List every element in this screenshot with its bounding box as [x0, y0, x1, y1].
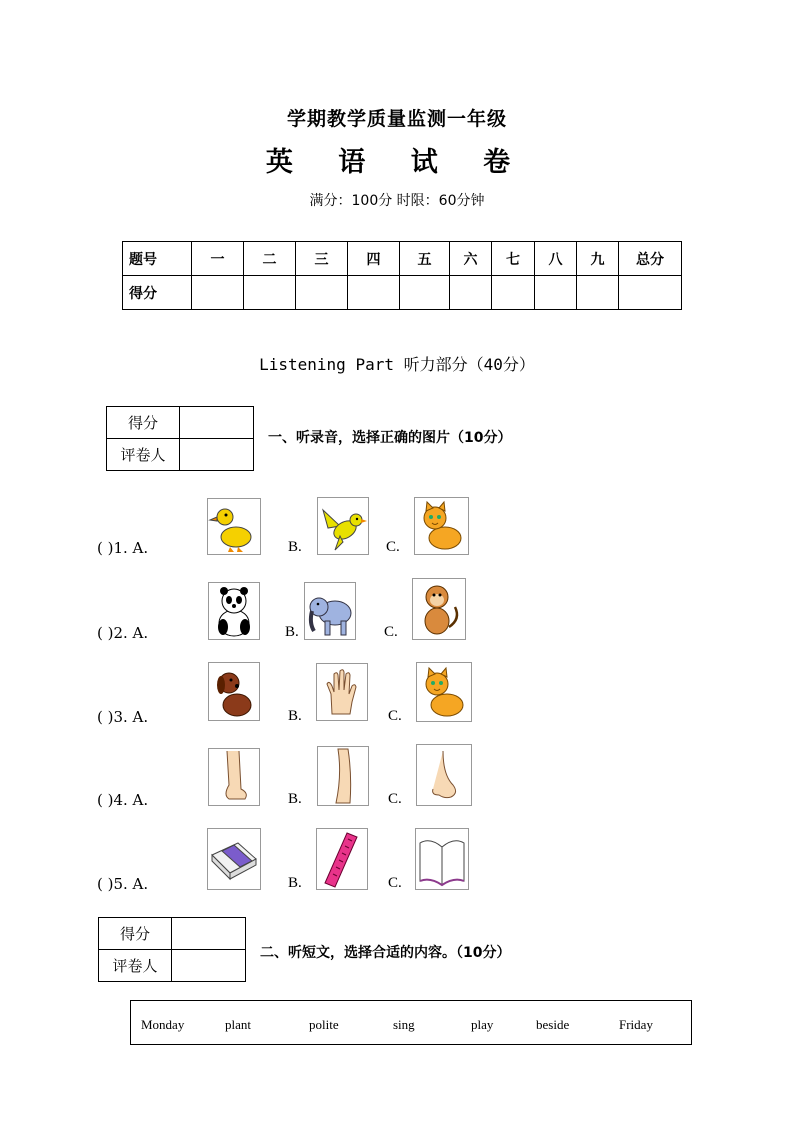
dog-icon — [209, 663, 259, 720]
duck-picture[interactable] — [207, 498, 261, 555]
table-header-cell: 九 — [577, 242, 619, 276]
duck-icon — [208, 499, 260, 554]
ruler-picture[interactable] — [316, 828, 368, 890]
panda-picture[interactable] — [208, 582, 260, 640]
table-header-cell: 三 — [296, 242, 348, 276]
elephant-icon — [305, 583, 355, 639]
book-icon — [416, 829, 468, 889]
ruler-icon — [317, 829, 367, 889]
grader-name-label: 评卷人 — [99, 950, 172, 982]
arm-picture[interactable] — [317, 746, 369, 806]
question-3-option-b: B. — [288, 708, 302, 724]
word-bank-item: polite — [309, 1017, 339, 1032]
word-bank-item: Friday — [619, 1017, 653, 1032]
score-cell[interactable] — [535, 276, 577, 310]
cat-icon — [417, 663, 471, 721]
grader-name-field[interactable] — [180, 439, 254, 471]
question-2-option-c: C. — [384, 624, 398, 640]
question-5-option-c: C. — [388, 875, 402, 891]
exam-title: 学期教学质量监测一年级 — [286, 108, 507, 130]
grader-score-field[interactable] — [180, 407, 254, 439]
elephant-picture[interactable] — [304, 582, 356, 640]
word-bank-item: play — [471, 1017, 494, 1032]
grader-score-field[interactable] — [172, 918, 246, 950]
grader-box — [98, 917, 246, 982]
grader-score-label: 得分 — [99, 918, 172, 950]
nose-icon — [417, 745, 471, 805]
cat-icon — [415, 498, 468, 554]
dog-picture[interactable] — [208, 662, 260, 721]
word-bank-item: Monday — [141, 1017, 185, 1032]
section2-title: 二、听短文，选择合适的内容。（10分） — [260, 945, 511, 961]
table-header-cell: 八 — [535, 242, 577, 276]
grader-box — [106, 406, 254, 471]
cat-picture[interactable] — [414, 497, 469, 555]
score-cell[interactable] — [492, 276, 535, 310]
table-header-cell: 一 — [192, 242, 244, 276]
foot-picture[interactable] — [208, 748, 260, 806]
table-header-cell: 四 — [348, 242, 400, 276]
score-cell[interactable] — [577, 276, 619, 310]
grader-name-field[interactable] — [172, 950, 246, 982]
foot-icon — [209, 749, 259, 805]
listening-part-title: Listening Part 听力部分（40分） — [259, 355, 535, 374]
table-header-cell: 题号 — [123, 242, 192, 276]
bird-picture[interactable] — [317, 497, 369, 555]
score-cell[interactable] — [296, 276, 348, 310]
table-header-cell: 五 — [400, 242, 450, 276]
score-cell[interactable] — [400, 276, 450, 310]
section1-title: 一、听录音，选择正确的图片（10分） — [268, 430, 512, 446]
table-header-cell: 七 — [492, 242, 535, 276]
word-bank-item: beside — [536, 1017, 570, 1032]
question-4-number: ( )4. A. — [97, 791, 149, 809]
bird-icon — [318, 498, 368, 554]
word-bank-item: sing — [393, 1017, 415, 1032]
word-bank-item: plant — [225, 1017, 251, 1032]
question-1-option-b: B. — [288, 539, 302, 555]
table-header-cell: 六 — [450, 242, 492, 276]
table-row — [123, 276, 682, 310]
panda-icon — [209, 583, 259, 639]
cat-picture[interactable] — [416, 662, 472, 722]
score-cell[interactable] — [192, 276, 244, 310]
hand-icon — [317, 664, 367, 720]
hand-picture[interactable] — [316, 663, 368, 721]
table-row — [123, 242, 682, 276]
exam-subject-title: 英 语 试 卷 — [265, 147, 529, 178]
question-3-option-c: C. — [388, 708, 402, 724]
question-5-number: ( )5. A. — [97, 875, 149, 893]
question-1-number: ( )1. A. — [97, 539, 149, 557]
score-cell[interactable] — [244, 276, 296, 310]
question-4-option-b: B. — [288, 791, 302, 807]
exam-info: 满分：100分 时限：60分钟 — [309, 193, 485, 209]
table-header-cell: 二 — [244, 242, 296, 276]
table-row-label: 得分 — [123, 276, 192, 310]
question-2-number: ( )2. A. — [97, 624, 149, 642]
book-picture[interactable] — [415, 828, 469, 890]
arm-icon — [318, 747, 368, 805]
grader-score-label: 得分 — [107, 407, 180, 439]
question-1-option-c: C. — [386, 539, 400, 555]
table-header-cell: 总分 — [619, 242, 682, 276]
question-3-number: ( )3. A. — [97, 708, 149, 726]
grader-name-label: 评卷人 — [107, 439, 180, 471]
question-5-option-b: B. — [288, 875, 302, 891]
eraser-picture[interactable] — [207, 828, 261, 890]
score-cell[interactable] — [348, 276, 400, 310]
nose-picture[interactable] — [416, 744, 472, 806]
question-4-option-c: C. — [388, 791, 402, 807]
score-summary-table — [122, 241, 682, 310]
word-bank — [130, 1000, 692, 1045]
monkey-picture[interactable] — [412, 578, 466, 640]
score-cell[interactable] — [450, 276, 492, 310]
monkey-icon — [413, 579, 465, 639]
question-2-option-b: B. — [285, 624, 299, 640]
score-cell[interactable] — [619, 276, 682, 310]
eraser-icon — [208, 829, 260, 889]
